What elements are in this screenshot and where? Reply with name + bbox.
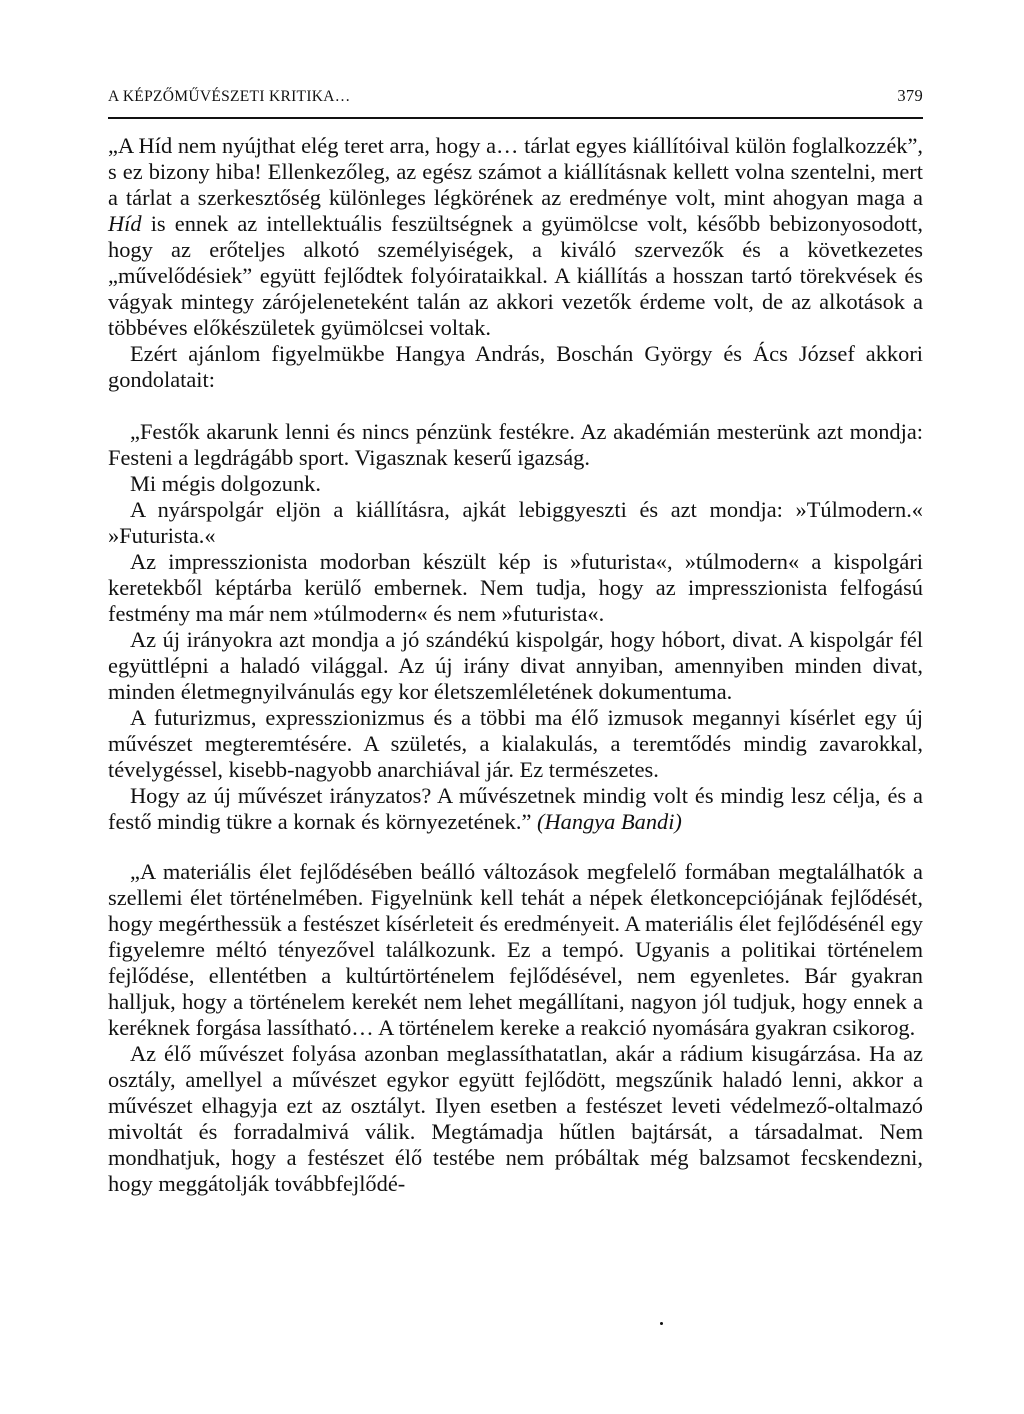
quote-paragraph-1: „Festők akarunk lenni és nincs pénzünk festékre. Az akadémián mesterünk azt mondja: Festeni a legdrágább sport. Vigasznak keserű igazság. (108, 418, 923, 470)
running-header (108, 88, 923, 119)
quote-paragraph-6: A futurizmus, expresszionizmus és a többi ma élő izmusok megannyi kísérlet egy új művészet megteremtésére. A születés, a kialakulás, a teremtődés mindig zavarokkal, tévelygéssel, kisebb-nagyobb anarchiával jár. Ez természetes. (108, 704, 923, 782)
paragraph-2: Ezért ajánlom figyelmükbe Hangya András, Boschán György és Ács József akkori gondolatait: (108, 340, 923, 392)
quote-paragraph-3: A nyárspolgár eljön a kiállításra, ajkát lebiggyeszti és azt mondja: »Túlmodern.« »Futurista.« (108, 496, 923, 548)
quote-attribution: (Hangya Bandi) (537, 808, 682, 834)
page-number: 379 (897, 86, 923, 105)
quote-paragraph-2: Mi mégis dolgozunk. (130, 470, 321, 496)
paragraph-1: „A Híd nem nyújthat elég teret arra, hogy a… tárlat egyes kiállítóival külön foglalkozzék”, s ez bizony hiba! Ellenkezőleg, az egész számot a kiállításnak kellett volna szentelni, mert a tárlat a szerkesztőség különleges légkörének az eredménye volt, mint ahogyan maga a Híd is ennek az intellektuális feszültségnek a gyümölcse volt, később bebizonyosodott, hogy az erőteljes alkotó személyiségek, a kiváló szervezők és a következetes „művelődésiek” együtt fejlődtek folyóirataikkal. A kiállítás a hosszan tartó törekvések és vágyak mintegy zárójeleneteként talán az akkori vezetők érdeme volt, de az alkotások a többéves előkészületek gyümölcsei voltak. (108, 132, 923, 340)
running-title: A KÉPZŐMŰVÉSZETI KRITIKA… (108, 88, 351, 105)
quote-paragraph-5: Az új irányokra azt mondja a jó szándékú kispolgár, hogy hóbort, divat. A kispolgár fél együttlépni a haladó világgal. Az új irány divat annyiban, amennyiben minden divat, minden életmegnyilvánulás egy kor életszemléletének dokumentuma. (108, 626, 923, 704)
book-page (108, 88, 923, 1197)
quote2-paragraph-1: „A materiális élet fejlődésében beálló változások megfelelő formában megtalálhatók a szellemi élet történelmében. Figyelnünk kell tehát a népek életkoncepciójának fejlődését, hogy megérthessük a festészet kísérleteit és eredményeit. A materiális élet fejlődésénél egy figyelemre méltó tényezővel találkozunk. Ez a tempó. Ugyanis a politikai történelem fejlődése, ellentétben a kultúrtörténelem fejlődésével, nem egyenletes. Bár gyakran halljuk, hogy a történelem kerekét nem lehet megállítani, nagyon jól tudjuk, hogy ennek a keréknek forgása lassítható… A történelem kereke a reakció nyomására gyakran csikorog. (108, 858, 923, 1040)
body-text (108, 133, 923, 1197)
quote-paragraph-7: Hogy az új művészet irányzatos? A művészetnek mindig volt és mindig lesz célja, és a festő mindig tükre a kornak és környezetének.” (Hangya Bandi) (108, 782, 923, 834)
quote-paragraph-4: Az impresszionista modorban készült kép is »futurista«, »túlmodern« a kispolgári keretekből képtárba kerülő embernek. Nem tudja, hogy az impresszionista felfogású festmény ma már nem »túlmodern« és nem »futurista«. (108, 548, 923, 626)
quote2-paragraph-2: Az élő művészet folyása azonban meglassíthatatlan, akár a rádium kisugárzása. Ha az osztály, amellyel a művészet egykor együtt fejlődött, megszűnik haladó lenni, akkor a művészet elhagyja ezt az osztályt. Ilyen esetben a festészet leveti védelmező-oltalmazó mivoltát és forradalmivá válik. Megtámadja hűtlen bajtársát, a társadalmat. Nem mondhatjuk, hogy a festészet élő testébe nem próbáltak még balzsamot fecskendezni, hogy meggátolják továbbfejlődé- (108, 1040, 923, 1196)
print-speck (660, 1322, 663, 1325)
italic-journal-title: Híd (108, 210, 142, 236)
